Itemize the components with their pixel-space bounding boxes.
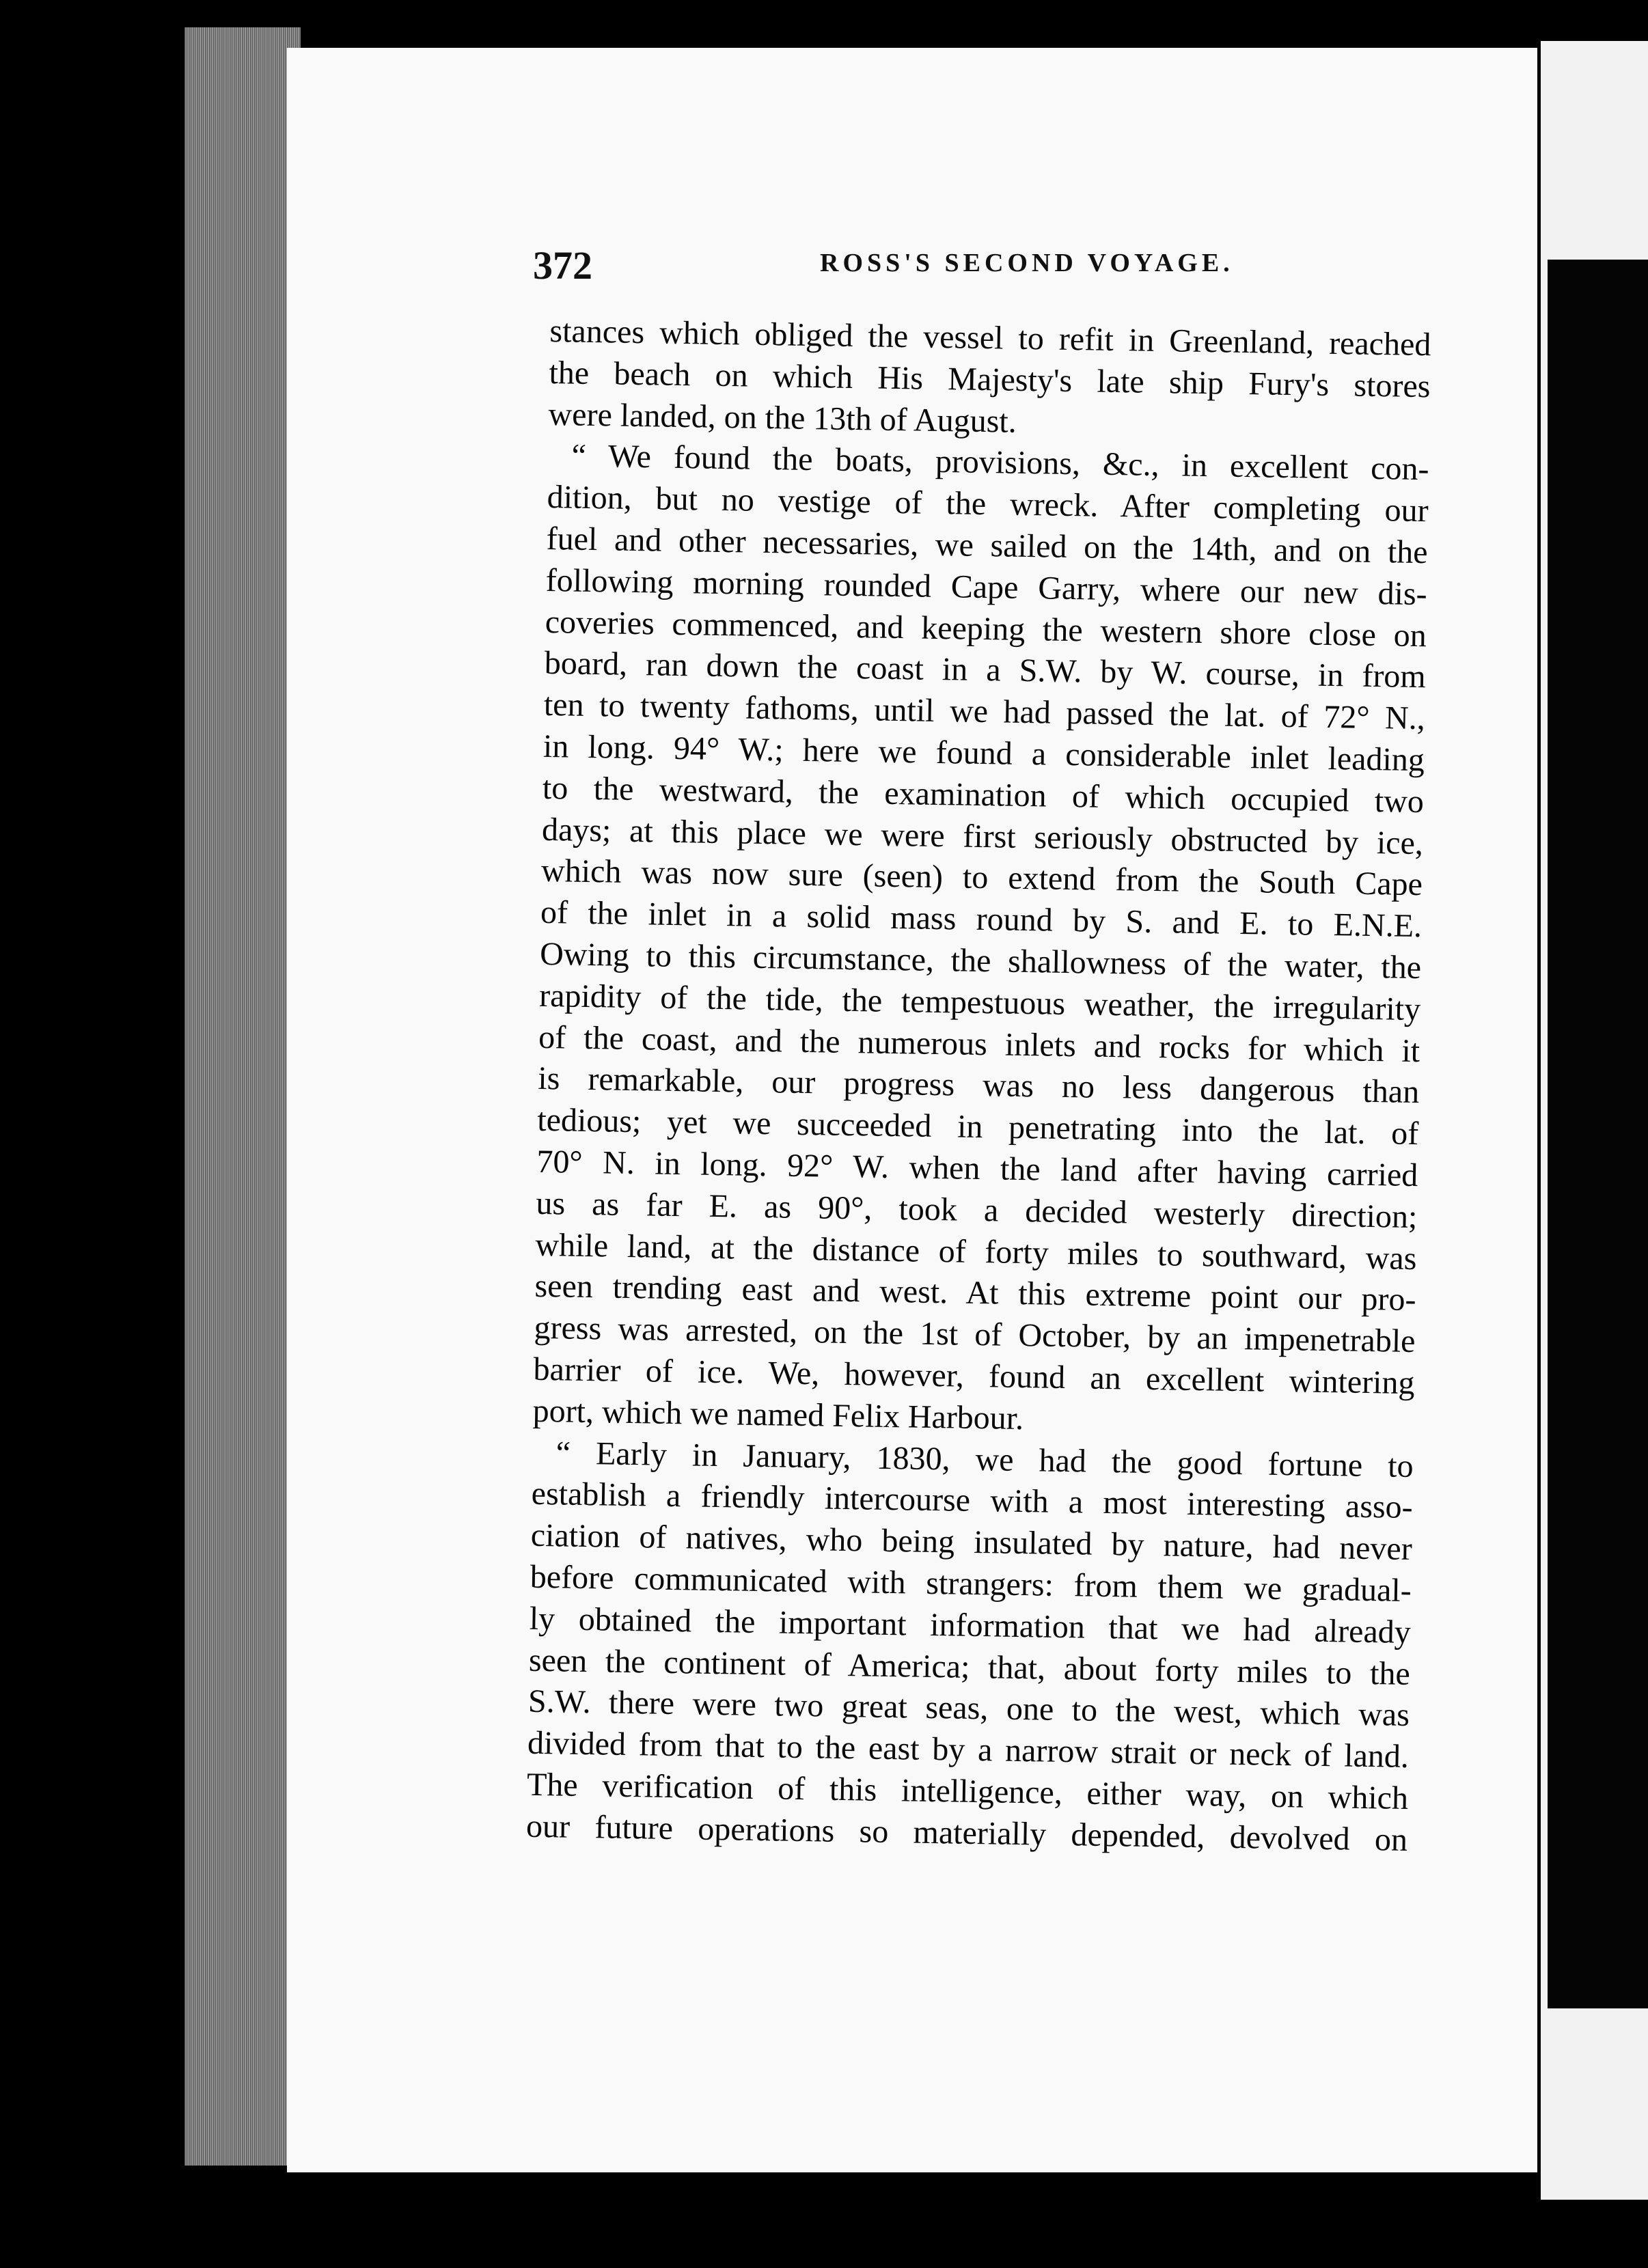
text-line: tedious; yet we succeeded in penetrating into the lat. of [536, 1101, 1419, 1152]
text-line: port, which we named Felix Harbour. [532, 1392, 1024, 1437]
text-line: to the westward, the examination of which occupied two [542, 769, 1425, 820]
text-line: ciation of natives, who being insulated by nature, had never [530, 1517, 1413, 1568]
facing-page [1541, 41, 1648, 2200]
text-line: in long. 94° W.; here we found a considerable inlet leading [543, 728, 1425, 779]
text-line: is remarkable, our progress was no less dangerous than [537, 1060, 1420, 1111]
text-line: days; at this place we were first seriously obstructed by ice, [541, 811, 1424, 861]
running-title: ROSS'S SECOND VOYAGE. [820, 249, 1234, 277]
text-line: seen trending east and west. At this extreme point our pro- [534, 1268, 1416, 1318]
text-line: the beach on which His Majesty's late ship Fury's stores [549, 354, 1431, 405]
text-line: coveries commenced, and keeping the western shore close on [545, 603, 1427, 654]
text-line: were landed, on the 13th of August. [548, 396, 1017, 440]
text-line: S.W. there were two great seas, one to the west, which was [527, 1683, 1410, 1734]
text-line: dition, but no vestige of the wreck. After completing our [547, 479, 1429, 529]
text-line: following morning rounded Cape Garry, where our new dis- [545, 562, 1428, 612]
text-line: gress was arrested, on the 1st of October, by an impenetrable [534, 1309, 1416, 1360]
body-text [525, 311, 1431, 1903]
text-line: us as far E. as 90°, took a decided westerly direction; [536, 1185, 1418, 1235]
text-line: rapidity of the tide, the tempestuous weather, the irregularity [538, 977, 1421, 1027]
text-line: barrier of ice. We, however, found an excellent wintering [533, 1351, 1415, 1401]
text-line: which was now sure (seen) to extend from the South Cape [540, 853, 1423, 903]
text-line: establish a friendly intercourse with a most interesting asso- [531, 1476, 1414, 1526]
text-line: “ Early in January, 1830, we had the good fortune to [555, 1434, 1414, 1484]
facing-page-shadow [1548, 260, 1648, 2008]
text-line: Owing to this circumstance, the shallowness of the water, the [539, 935, 1422, 986]
text-line: of the coast, and the numerous inlets and rocks for which it [538, 1019, 1420, 1069]
text-line: “ We found the boats, provisions, &c., in excellent con- [571, 437, 1429, 488]
text-line: ten to twenty fathoms, until we had passed the lat. of 72° N., [543, 687, 1426, 737]
page-number: 372 [533, 243, 592, 288]
text-line: seen the continent of America; that, about forty miles to the [528, 1642, 1411, 1692]
text-line: 70° N. in long. 92° W. when the land after having carried [536, 1143, 1418, 1194]
book-page-edges [184, 27, 301, 2166]
text-line: while land, at the distance of forty miles to southward, was [535, 1226, 1417, 1277]
text-line: board, ran down the coast in a S.W. by W. course, in from [544, 645, 1427, 695]
text-line: stances which obliged the vessel to refit in Greenland, reached [549, 312, 1431, 363]
text-line: our future operations so materially depended, devolved on [525, 1808, 1408, 1858]
text-line: fuel and other necessaries, we sailed on the 14th, and on the [546, 520, 1429, 571]
text-line: divided from that to the east by a narrow strait or neck of land. [527, 1724, 1410, 1775]
running-head [533, 243, 1435, 297]
text-line: of the inlet in a solid mass round by S. and E. to E.N.E. [540, 894, 1423, 945]
text-line: ly obtained the important information that we had already [529, 1600, 1412, 1650]
text-line: before communicated with strangers: from them we gradual- [530, 1558, 1412, 1609]
text-line: The verification of this intelligence, either way, on which [526, 1766, 1409, 1816]
